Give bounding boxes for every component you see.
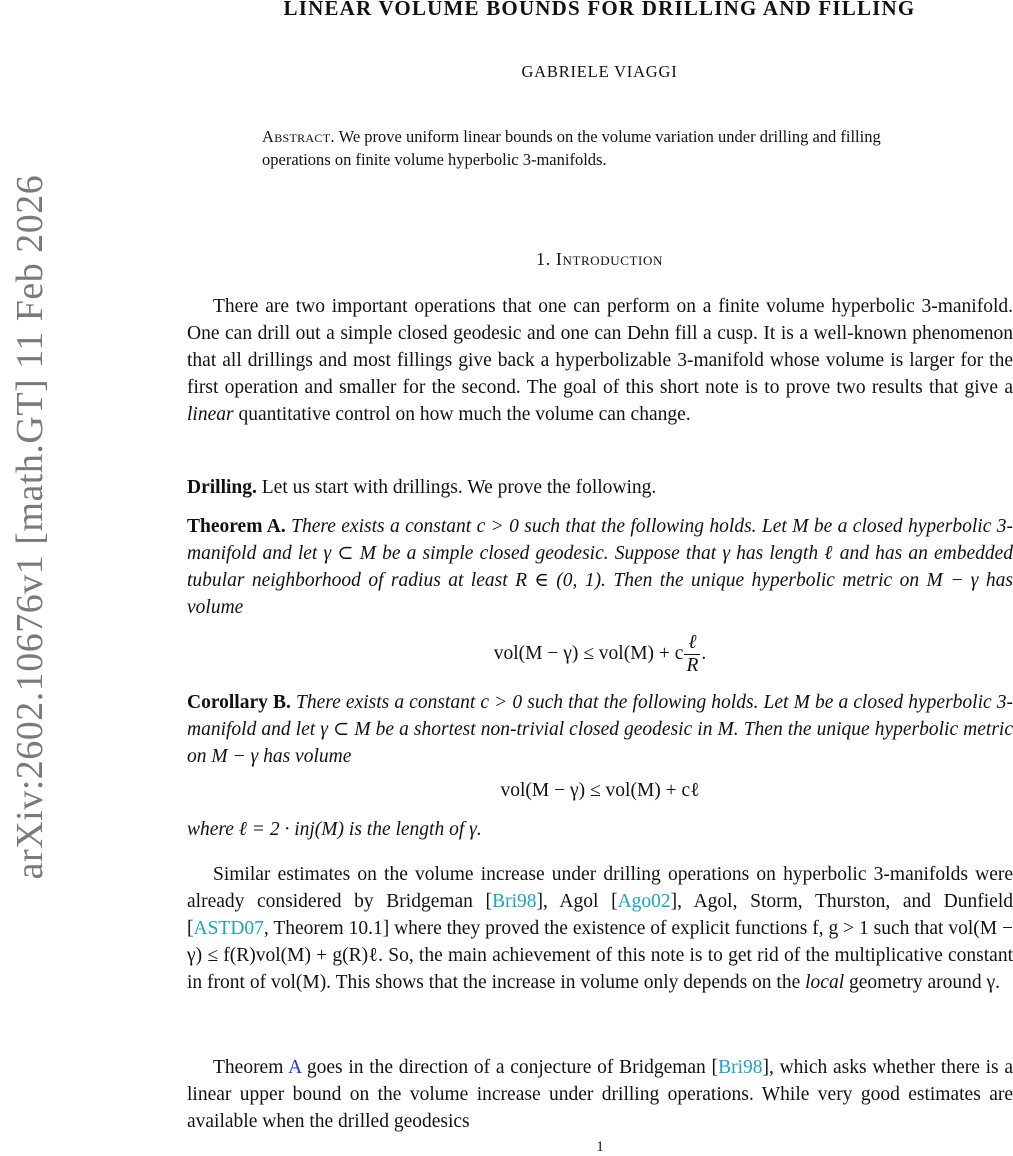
similar-text-2: ], Agol [ (536, 891, 618, 912)
citation-bri98-second[interactable]: Bri98 (718, 1057, 763, 1078)
drilling-paragraph (187, 474, 1013, 501)
similar-text-3: ], Agol, Storm, Thurston, and Dunfield [ (187, 891, 1013, 939)
conjecture-text-2: goes in the direction of a conjecture of Bridgeman [ (306, 1057, 719, 1078)
arxiv-identifier: arXiv:2602.10676v1 [math.GT] 11 Feb 2026 (9, 174, 51, 880)
paper-author: GABRIELE VIAGGI (521, 62, 678, 81)
citation-astd07[interactable]: ASTD07 (193, 918, 264, 939)
citation-bri98[interactable]: Bri98 (492, 891, 537, 912)
similar-text-1: Similar estimates on the volume increase under drilling operations on hyperbolic 3-manifolds were already considered by Bridgeman [ (187, 864, 1013, 912)
corollary-b-where: where ℓ = 2 · inj(M) is the length of γ. (187, 819, 482, 840)
paper-title: LINEAR VOLUME BOUNDS FOR DRILLING AND FILLING (283, 0, 916, 20)
formula-a-left: vol(M − γ) ≤ vol(M) + c (493, 642, 684, 664)
citation-ago02[interactable]: Ago02 (617, 891, 671, 912)
similar-emphasis: local (805, 972, 845, 993)
conjecture-text-1: Theorem (213, 1057, 284, 1078)
abstract (262, 125, 952, 171)
intro-text-start: There are two important operations that one can perform on a finite volume hyperbolic 3-manifold. One can drill out a simple closed geodesic and one can Dehn fill a cusp. It is a well-known phenomenon that all drillings and most fillings give back a hyperbolizable 3-manifold whose volume is larger for the first operation and smaller for the second. The goal of this short note is to prove two results that give a (187, 296, 1013, 398)
intro-emphasis: linear (187, 404, 234, 425)
section-heading (187, 249, 1012, 270)
theorem-a (187, 513, 1013, 621)
corollary-b-label: Corollary B. (187, 692, 291, 713)
similar-text-4: , Theorem 10.1] where they proved the existence of explicit functions f, g > 1 such that vol(M − γ) ≤ f(R)vol(M) + g(R)ℓ. So, the main achievement of this note is to get rid of the multiplicative constant in front of vol(M). This shows that the increase in volume only depends on the (187, 918, 1013, 993)
fraction-numerator: ℓ (684, 632, 700, 655)
fraction-denominator: R (686, 655, 699, 676)
drilling-text: Let us start with drillings. We prove the following. (261, 477, 657, 498)
theorem-a-formula (187, 632, 1013, 677)
drilling-heading: Drilling. (187, 477, 257, 498)
intro-paragraph (187, 293, 1013, 428)
conjecture-paragraph (187, 1054, 1013, 1135)
formula-a-fraction (684, 632, 700, 677)
similar-estimates-paragraph (187, 861, 1013, 996)
corollary-b-formula: vol(M − γ) ≤ vol(M) + cℓ (500, 780, 700, 801)
abstract-label: Abstract. (262, 127, 335, 146)
section-title: Introduction (555, 249, 663, 269)
intro-text-end: quantitative control on how much the volume can change. (238, 404, 691, 425)
theorem-a-statement: There exists a constant c > 0 such that the following holds. Let M be a closed hyperbolic 3-manifold and let γ ⊂ M be a simple closed geodesic. Suppose that γ has length ℓ and has an embedded tubular neighborhood of radius at least R ∈ (0, 1). Then the unique hyperbolic metric on M − γ has volume (187, 516, 1013, 618)
corollary-b (187, 689, 1013, 770)
formula-a-end: . (701, 642, 707, 664)
section-number: 1. (536, 249, 551, 269)
corollary-b-statement: There exists a constant c > 0 such that the following holds. Let M be a closed hyperbolic 3-manifold and let γ ⊂ M be a shortest non-trivial closed geodesic in M. Then the unique hyperbolic metric on M − γ has volume (187, 692, 1013, 767)
conjecture-text-3: ], which asks whether there is a linear upper bound on the volume increase under drilling operations. While very good estimates are available when the drilled geodesics (187, 1057, 1013, 1132)
similar-text-5: geometry around γ. (849, 972, 1001, 993)
theorem-a-label: Theorem A. (187, 516, 286, 537)
abstract-text: We prove uniform linear bounds on the volume variation under drilling and filling operations on finite volume hyperbolic 3-manifolds. (262, 127, 881, 169)
page-number: 1 (596, 1139, 604, 1155)
arxiv-identifier-margin (0, 0, 60, 1154)
theorem-a-reference-link[interactable]: A (288, 1057, 302, 1078)
